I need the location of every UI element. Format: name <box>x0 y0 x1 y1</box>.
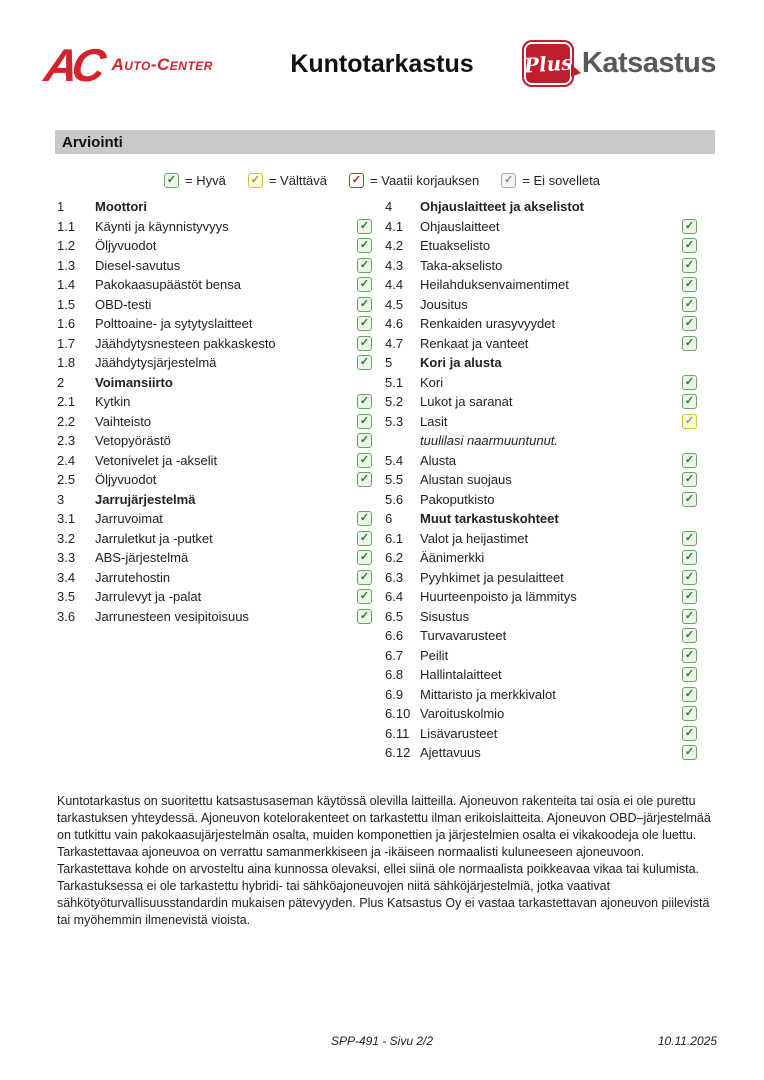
item-number: 1.3 <box>57 257 76 273</box>
item-label: Ajettavuus <box>420 745 481 761</box>
checklist-item-row <box>57 334 372 354</box>
item-label: Jarrulevyt ja -palat <box>95 589 202 605</box>
item-label: Varoituskolmio <box>420 706 505 722</box>
checklist-item-row <box>57 470 372 490</box>
item-label: Jousitus <box>420 296 468 312</box>
item-number: 3.5 <box>57 589 76 605</box>
checklist-item-row <box>385 646 697 666</box>
checklist-item-row <box>385 236 697 256</box>
item-label: Ohjauslaitteet ja akselistot <box>420 199 585 215</box>
item-label: ABS-järjestelmä <box>95 550 189 566</box>
item-number: 2.4 <box>57 452 76 468</box>
checklist-item-row <box>57 509 372 529</box>
checklist-item-row <box>385 451 697 471</box>
item-number: 6 <box>385 511 393 527</box>
item-number: 4.4 <box>385 277 404 293</box>
item-label: Turvavarusteet <box>420 628 507 644</box>
checklist-column-left <box>57 197 372 626</box>
item-number: 5.3 <box>385 413 404 429</box>
item-label: Ohjauslaitteet <box>420 218 500 234</box>
status-checkbox-good: ✓ <box>682 375 697 390</box>
item-number: 5.6 <box>385 491 404 507</box>
page-title: Kuntotarkastus <box>290 50 474 78</box>
item-label: Äänimerkki <box>420 550 485 566</box>
item-label: Pakokaasupäästöt bensa <box>95 277 241 293</box>
checklist-item-row <box>57 529 372 549</box>
item-number: 5.5 <box>385 472 404 488</box>
item-label: Diesel-savutus <box>95 257 181 273</box>
auto-center-logo-text: Auto-Center <box>111 55 213 74</box>
checklist-item-row <box>385 295 697 315</box>
status-checkbox-good: ✓ <box>682 609 697 624</box>
status-checkbox-good: ✓ <box>357 550 372 565</box>
checklist-item-row <box>385 529 697 549</box>
status-checkbox-good: ✓ <box>357 219 372 234</box>
disclaimer-text: Kuntotarkastus on suoritettu katsastusaseman käytössä olevilla laitteilla. Ajoneuvon rakenteita tai osia ei ole purettu tarkastuksen yhteydessä. Ajoneuvon kotelorakenteet on tarkastettu ilman erikoislaitteita. Ajoneuvon OBD–järjestelmää on tutkittu vain pakokaasujärjestelmän osalta, muiden komponettien ja järjestelmien osalta ei vikakoodeja ole luettu. Tarkastettavaa ajoneuvoa on verrattu samanmerkkiseen ja -ikäiseen normaalisti kuluneeseen ajoneuvoon. Tarkastettava kohde on arvosteltu aina kunnossa olevaksi, ellei siinä ole normaalista poikkeavaa vikaa tai kulumista. Tarkastuksessa ei ole tarkastettu hybridi- tai sähköajoneuvojen niitä sähköjärjestelmiä, jotka vaativat sähkötyöturvallisuusstandardin mukaisen pätevyyden. Plus Katsastus Oy ei vastaa tarkastettavan ajoneuvon piilevistä tai myöhemmin ilmenevistä vioista. <box>57 794 711 927</box>
checklist-item-row <box>385 568 697 588</box>
checklist-item-row <box>385 548 697 568</box>
status-checkbox-good: ✓ <box>357 277 372 292</box>
checklist-item-row <box>385 314 697 334</box>
legend-label: = Ei sovelleta <box>522 172 600 188</box>
item-number: 1.5 <box>57 296 76 312</box>
speech-bubble-tail-icon <box>571 64 581 77</box>
checklist-item-row <box>385 217 697 237</box>
footer-date: 10.11.2025 <box>657 1034 717 1048</box>
item-number: 6.5 <box>385 608 404 624</box>
item-label: Alustan suojaus <box>420 472 512 488</box>
item-label: Lisävarusteet <box>420 725 498 741</box>
status-checkbox-good: ✓ <box>357 297 372 312</box>
checkbox-repair-icon: ✓ <box>349 173 364 188</box>
item-label: Jarruvoimat <box>95 511 163 527</box>
item-number: 6.4 <box>385 589 404 605</box>
item-number: 2 <box>57 374 65 390</box>
checklist-item-row <box>57 314 372 334</box>
checklist-item-row <box>57 431 372 451</box>
item-label: Peilit <box>420 647 449 663</box>
item-number: 1.8 <box>57 355 76 371</box>
checklist-item-row <box>57 412 372 432</box>
checklist-section-row <box>385 197 697 217</box>
checklist-item-row <box>385 704 697 724</box>
legend-label: = Hyvä <box>185 172 226 188</box>
status-checkbox-good: ✓ <box>357 609 372 624</box>
item-number: 4.1 <box>385 218 404 234</box>
checklist-column-right <box>385 197 697 763</box>
item-label: Öljyvuodot <box>95 238 157 254</box>
item-number: 6.8 <box>385 667 404 683</box>
item-label: Jarrutehostin <box>95 569 171 585</box>
status-checkbox-good: ✓ <box>357 414 372 429</box>
checklist-item-row <box>57 353 372 373</box>
item-label: Öljyvuodot <box>95 472 157 488</box>
status-checkbox-good: ✓ <box>682 258 697 273</box>
item-number: 3.1 <box>57 511 76 527</box>
section-header-title: Arviointi <box>62 133 123 151</box>
checklist-item-row <box>385 743 697 763</box>
item-number: 1.4 <box>57 277 76 293</box>
status-checkbox-good: ✓ <box>357 472 372 487</box>
item-number: 2.5 <box>57 472 76 488</box>
checklist-item-row <box>385 587 697 607</box>
checklist-item-row <box>385 392 697 412</box>
checklist-item-row <box>385 256 697 276</box>
section-header-bar <box>55 130 715 154</box>
checklist-note-row <box>385 431 697 451</box>
item-label: Hallintalaitteet <box>420 667 502 683</box>
checklist-item-row <box>57 275 372 295</box>
item-label: Vetopyörästö <box>95 433 171 449</box>
item-label: Alusta <box>420 452 457 468</box>
item-label: Jäähdytysnesteen pakkaskesto <box>95 335 276 351</box>
status-checkbox-good: ✓ <box>357 531 372 546</box>
item-label: Sisustus <box>420 608 470 624</box>
item-label: Jarruletkut ja -putket <box>95 530 213 546</box>
item-label: OBD-testi <box>95 296 152 312</box>
status-checkbox-good: ✓ <box>357 355 372 370</box>
status-legend <box>0 170 764 190</box>
status-checkbox-good: ✓ <box>682 589 697 604</box>
item-number: 4.3 <box>385 257 404 273</box>
item-number: 6.6 <box>385 628 404 644</box>
status-checkbox-good: ✓ <box>682 628 697 643</box>
checklist-item-row <box>57 236 372 256</box>
item-label: Voimansiirto <box>95 374 173 390</box>
checklist-item-row <box>57 451 372 471</box>
checklist-item-row <box>57 568 372 588</box>
checklist-item-row <box>385 373 697 393</box>
item-number: 2.1 <box>57 394 76 410</box>
status-checkbox-good: ✓ <box>357 453 372 468</box>
checkbox-na-icon: ✓ <box>501 173 516 188</box>
item-number: 5.2 <box>385 394 404 410</box>
item-number: 3.4 <box>57 569 76 585</box>
item-number: 4.2 <box>385 238 404 254</box>
item-number: 6.3 <box>385 569 404 585</box>
item-label: Lasit <box>420 413 448 429</box>
checklist-item-row <box>57 392 372 412</box>
item-label: Jarrujärjestelmä <box>95 491 196 507</box>
status-checkbox-good: ✓ <box>682 570 697 585</box>
item-label: Jarrunesteen vesipitoisuus <box>95 608 249 624</box>
legend-item-fair <box>248 173 327 188</box>
legend-label: = Vaatii korjauksen <box>370 172 480 188</box>
checklist-item-row <box>57 256 372 276</box>
item-number: 4 <box>385 199 393 215</box>
item-label: Mittaristo ja merkkivalot <box>420 686 556 702</box>
checklist-item-row <box>385 412 697 432</box>
item-label: Renkaat ja vanteet <box>420 335 529 351</box>
item-number: 2.3 <box>57 433 76 449</box>
status-checkbox-good: ✓ <box>682 706 697 721</box>
item-label: Kori ja alusta <box>420 355 502 371</box>
item-number: 6.1 <box>385 530 404 546</box>
item-label: Renkaiden urasyvyydet <box>420 316 556 332</box>
checklist-item-row <box>57 548 372 568</box>
item-label: Huurteenpoisto ja lämmitys <box>420 589 577 605</box>
item-number: 5.4 <box>385 452 404 468</box>
item-label: Valot ja heijastimet <box>420 530 529 546</box>
item-number: 6.11 <box>385 725 410 741</box>
plus-badge-icon <box>522 40 574 87</box>
item-number: 1 <box>57 199 65 215</box>
status-checkbox-good: ✓ <box>682 531 697 546</box>
plus-katsastus-logo <box>522 40 716 87</box>
checklist-item-row <box>385 665 697 685</box>
item-label: Taka-akselisto <box>420 257 503 273</box>
checklist-item-row <box>57 295 372 315</box>
item-label: Vetonivelet ja -akselit <box>95 452 218 468</box>
status-checkbox-good: ✓ <box>682 453 697 468</box>
status-checkbox-good: ✓ <box>682 745 697 760</box>
item-label: Muut tarkastuskohteet <box>420 511 559 527</box>
item-number: 1.2 <box>57 238 76 254</box>
status-checkbox-good: ✓ <box>357 589 372 604</box>
status-checkbox-good: ✓ <box>682 667 697 682</box>
status-checkbox-good: ✓ <box>682 238 697 253</box>
item-number: 3.3 <box>57 550 76 566</box>
item-label: Polttoaine- ja sytytyslaitteet <box>95 316 253 332</box>
status-checkbox-good: ✓ <box>357 316 372 331</box>
item-number: 6.7 <box>385 647 404 663</box>
item-number: 2.2 <box>57 413 76 429</box>
status-checkbox-good: ✓ <box>682 277 697 292</box>
item-number: 1.1 <box>57 218 76 234</box>
checklist-section-row <box>57 373 372 393</box>
item-label: Etuakselisto <box>420 238 491 254</box>
legend-label: = Välttävä <box>268 172 328 188</box>
status-checkbox-good: ✓ <box>682 648 697 663</box>
item-label: Pyyhkimet ja pesulaitteet <box>420 569 564 585</box>
item-number: 1.6 <box>57 316 76 332</box>
item-number: 6.2 <box>385 550 404 566</box>
status-checkbox-good: ✓ <box>682 297 697 312</box>
status-checkbox-good: ✓ <box>682 550 697 565</box>
item-number: 3.2 <box>57 530 76 546</box>
status-checkbox-good: ✓ <box>682 726 697 741</box>
legend-item-na <box>501 173 600 188</box>
item-label: Vaihteisto <box>95 413 152 429</box>
checklist-item-row <box>57 587 372 607</box>
legend-item-good <box>164 173 226 188</box>
status-checkbox-good: ✓ <box>357 394 372 409</box>
item-number: 3 <box>57 491 65 507</box>
status-checkbox-good: ✓ <box>682 492 697 507</box>
status-checkbox-good: ✓ <box>357 433 372 448</box>
checklist-item-row <box>385 607 697 627</box>
status-checkbox-good: ✓ <box>357 258 372 273</box>
status-checkbox-good: ✓ <box>357 336 372 351</box>
item-label: Jäähdytysjärjestelmä <box>95 355 217 371</box>
checklist-section-row <box>385 509 697 529</box>
item-number: 6.10 <box>385 706 411 722</box>
checklist-item-row <box>57 607 372 627</box>
checklist-item-row <box>385 334 697 354</box>
status-checkbox-good: ✓ <box>357 570 372 585</box>
checklist-item-row <box>57 217 372 237</box>
checklist-item-row <box>385 724 697 744</box>
item-number: 5 <box>385 355 393 371</box>
item-label: Kori <box>420 374 444 390</box>
checklist-item-row <box>385 470 697 490</box>
status-checkbox-good: ✓ <box>682 472 697 487</box>
item-number: 6.12 <box>385 745 411 761</box>
status-checkbox-good: ✓ <box>682 687 697 702</box>
plus-badge-text: Plus <box>522 49 573 78</box>
item-number: 4.7 <box>385 335 404 351</box>
checkbox-fair-icon: ✓ <box>248 173 263 188</box>
item-label: Kytkin <box>95 394 131 410</box>
item-label: Pakoputkisto <box>420 491 495 507</box>
auto-center-logo-icon: AC <box>41 39 104 91</box>
item-number: 5.1 <box>385 374 404 390</box>
item-number: 3.6 <box>57 608 76 624</box>
item-label: Käynti ja käynnistyvyys <box>95 218 229 234</box>
item-number: 4.5 <box>385 296 404 312</box>
status-checkbox-good: ✓ <box>682 316 697 331</box>
item-number: 4.6 <box>385 316 404 332</box>
checklist-item-row <box>385 685 697 705</box>
footer-page-reference: SPP-491 - Sivu 2/2 <box>330 1034 434 1048</box>
item-label: Lukot ja saranat <box>420 394 513 410</box>
item-number: 6.9 <box>385 686 404 702</box>
legend-item-repair <box>349 173 479 188</box>
status-checkbox-good: ✓ <box>357 238 372 253</box>
status-checkbox-good: ✓ <box>682 336 697 351</box>
checklist-item-row <box>385 626 697 646</box>
katsastus-logo-text: Katsastus <box>581 47 716 79</box>
item-label: Heilahduksenvaimentimet <box>420 277 569 293</box>
checklist-item-row <box>385 490 697 510</box>
status-checkbox-good: ✓ <box>357 511 372 526</box>
item-remark: tuulilasi naarmuuntunut. <box>420 433 559 449</box>
checkbox-good-icon: ✓ <box>164 173 179 188</box>
status-checkbox-fair: ✓ <box>682 414 697 429</box>
checklist-section-row <box>57 197 372 217</box>
status-checkbox-good: ✓ <box>682 394 697 409</box>
checklist-section-row <box>385 353 697 373</box>
checklist-item-row <box>385 275 697 295</box>
item-number: 1.7 <box>57 335 76 351</box>
item-label: Moottori <box>95 199 147 215</box>
checklist-section-row <box>57 490 372 510</box>
status-checkbox-good: ✓ <box>682 219 697 234</box>
